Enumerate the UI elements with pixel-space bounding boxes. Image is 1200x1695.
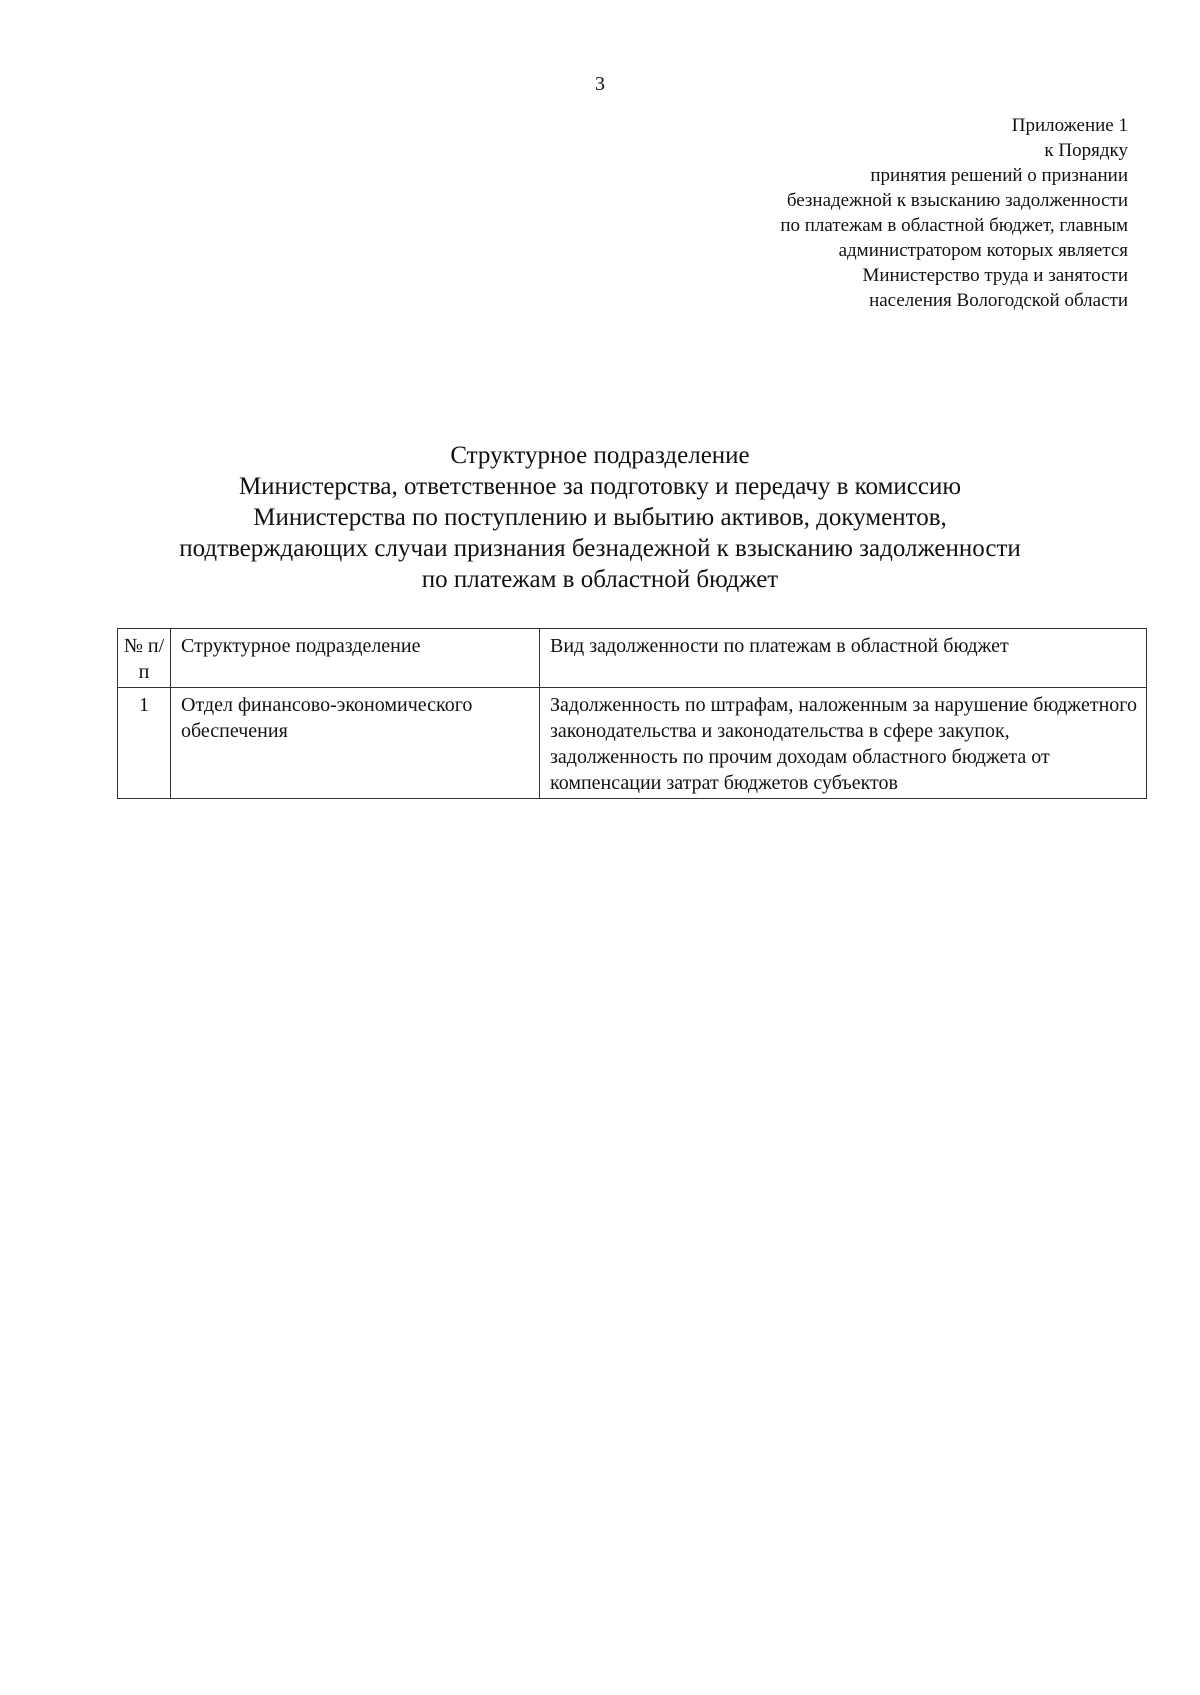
- appendix-line: Министерство труда и занятости: [862, 265, 1128, 286]
- structural-units-table: [117, 628, 1147, 799]
- appendix-line: Приложение 1: [1011, 115, 1128, 136]
- appendix-header: [608, 113, 1128, 313]
- appendix-line: к Порядку: [1044, 140, 1128, 161]
- appendix-line: по платежам в областной бюджет, главным: [780, 215, 1128, 236]
- row-number: 1: [118, 688, 171, 799]
- title-line: Министерства по поступлению и выбытию активов, документов,: [253, 504, 947, 531]
- row-debt-type: Задолженность по штрафам, наложенным за нарушение бюджетного законодательства и законодательства в сфере закупок, задолженность по прочим доходам областного бюджета от компенсации затрат бюджетов субъектов: [540, 688, 1147, 799]
- header-debt-type: Вид задолженности по платежам в областной бюджет: [540, 629, 1147, 688]
- header-unit: Структурное подразделение: [171, 629, 540, 688]
- title-line: Министерства, ответственное за подготовку и передачу в комиссию: [238, 473, 962, 500]
- appendix-line: принятия решений о признании: [870, 165, 1128, 186]
- table-header-row: [118, 629, 1147, 688]
- page-number: 3: [595, 73, 605, 95]
- appendix-line: населения Вологодской области: [869, 290, 1128, 311]
- title-line: подтверждающих случаи признания безнадежной к взысканию задолженности: [179, 535, 1021, 562]
- appendix-line: администратором которых является: [838, 240, 1128, 261]
- appendix-line: безнадежной к взысканию задолженности: [786, 190, 1128, 211]
- title-line: Структурное подразделение: [450, 442, 750, 469]
- document-title: [0, 440, 1200, 595]
- table-row: [118, 688, 1147, 799]
- header-number: № п/п: [118, 629, 171, 688]
- title-line: по платежам в областной бюджет: [421, 566, 779, 593]
- row-unit: Отдел финансово-экономического обеспечения: [171, 688, 540, 799]
